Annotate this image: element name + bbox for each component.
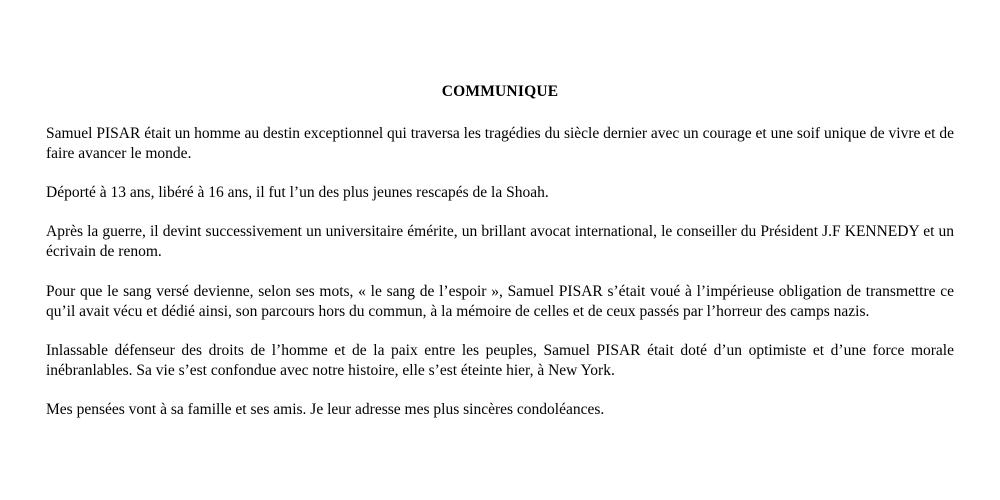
paragraph-4: Pour que le sang versé devienne, selon ses mots, « le sang de l’espoir », Samuel PISAR s’était voué à l’impérieuse obligation de transmettre ce qu’il avait vécu et dédié ainsi, son parcours hors du commun, à la mémoire de celles et de ceux passés par l’horreur des camps nazis. [46, 283, 954, 320]
paragraph-3: Après la guerre, il devint successivement un universitaire émérite, un brillant avocat international, le conseiller du Président J.F KENNEDY et un écrivain de renom. [46, 223, 954, 260]
paragraph-5: Inlassable défenseur des droits de l’homme et de la paix entre les peuples, Samuel PISAR était doté d’un optimiste et d’une force morale inébranlables. Sa vie s’est confondue avec notre histoire, elle s’est éteinte hier, à New York. [46, 342, 954, 379]
paragraph-2: Déporté à 13 ans, libéré à 16 ans, il fut l’un des plus jeunes rescapés de la Shoah. [46, 184, 549, 201]
document-title: COMMUNIQUE [441, 83, 559, 100]
paragraph-1: Samuel PISAR était un homme au destin exceptionnel qui traversa les tragédies du siècle dernier avec un courage et une soif unique de vivre et de faire avancer le monde. [46, 125, 954, 162]
paragraph-6: Mes pensées vont à sa famille et ses amis. Je leur adresse mes plus sincères condoléances. [46, 401, 605, 418]
